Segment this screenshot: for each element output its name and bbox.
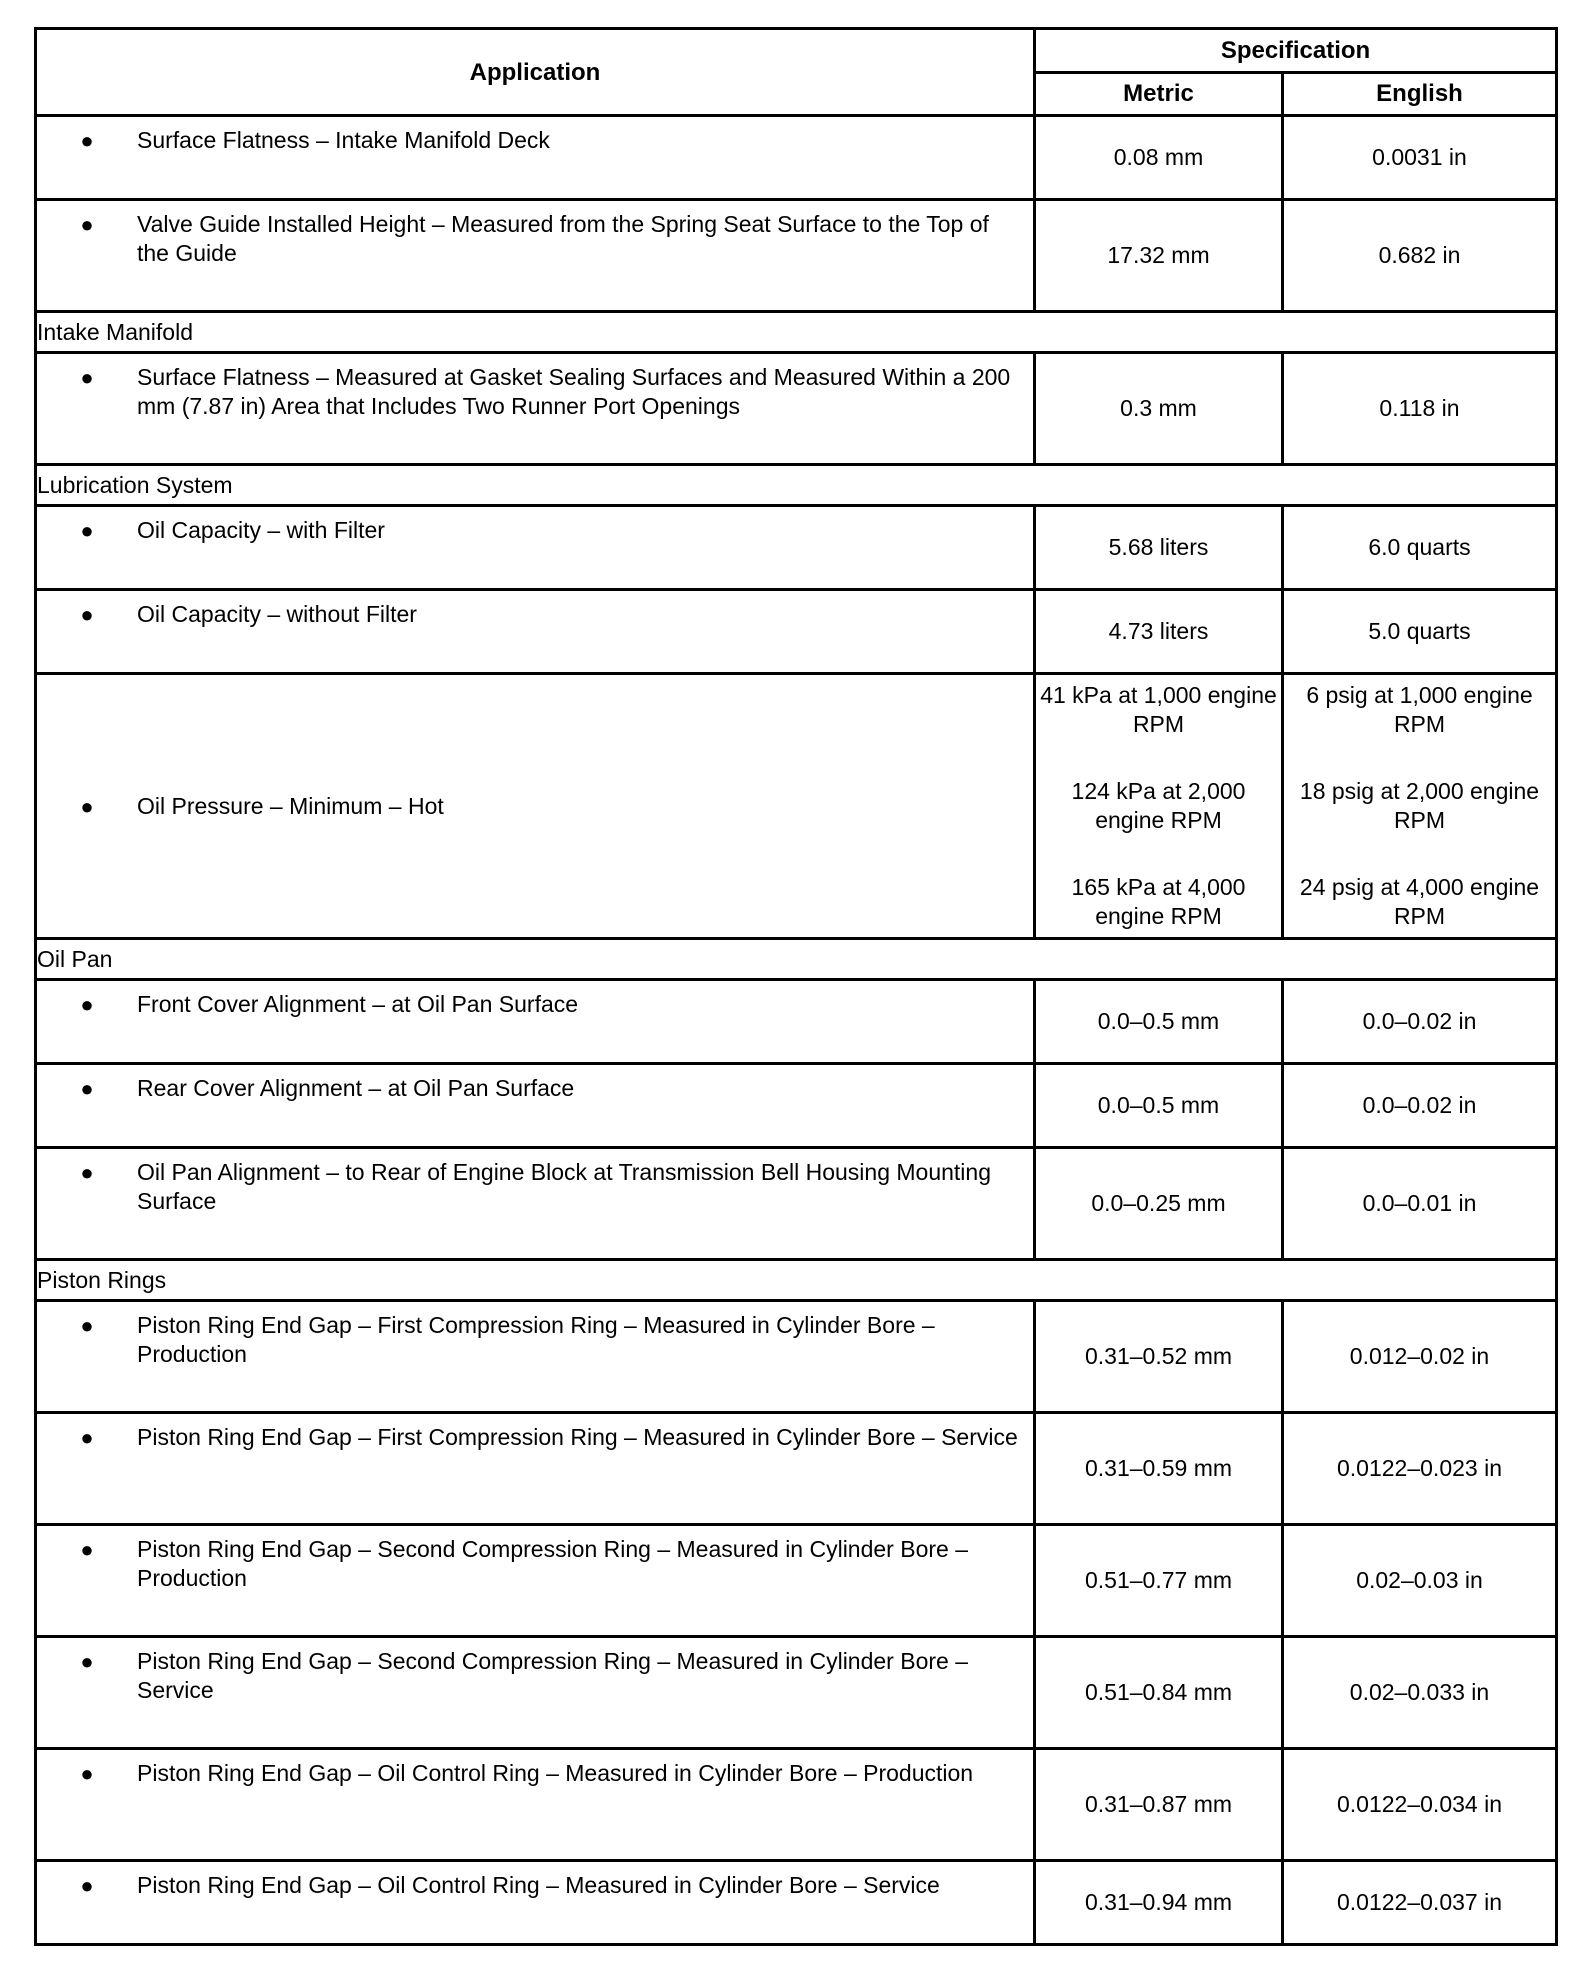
application-text: Oil Capacity – with Filter — [137, 517, 385, 543]
table-row — [36, 200, 1557, 312]
metric-value: 0.51–0.77 mm — [1035, 1525, 1283, 1637]
english-value: 0.0122–0.023 in — [1283, 1413, 1557, 1525]
table-row — [36, 1413, 1557, 1525]
bullet-icon: ● — [80, 212, 94, 237]
english-value: 0.012–0.02 in — [1283, 1301, 1557, 1413]
metric-value: 0.08 mm — [1035, 116, 1283, 200]
specification-header: Specification — [1035, 29, 1557, 73]
table-row — [36, 1301, 1557, 1413]
table-row — [36, 1064, 1557, 1148]
bullet-icon: ● — [80, 128, 94, 153]
table-row — [36, 674, 1557, 939]
english-value: 0.0031 in — [1283, 116, 1557, 200]
metric-header: Metric — [1035, 72, 1283, 116]
application-cell — [36, 1301, 1035, 1413]
english-value: 0.682 in — [1283, 200, 1557, 312]
application-text: Piston Ring End Gap – Second Compression Ring – Measured in Cylinder Bore – Service — [137, 1648, 968, 1703]
section-row — [36, 1260, 1557, 1301]
metric-value: 17.32 mm — [1035, 200, 1283, 312]
application-cell — [36, 506, 1035, 590]
section-title: Piston Rings — [36, 1260, 1557, 1301]
english-value: 0.118 in — [1283, 353, 1557, 465]
metric-value-line: 41 kPa at 1,000 engine RPM — [1040, 682, 1277, 737]
section-title: Intake Manifold — [36, 312, 1557, 353]
english-value: 0.0122–0.037 in — [1283, 1861, 1557, 1945]
application-cell — [36, 1413, 1035, 1525]
english-value: 0.0–0.02 in — [1283, 980, 1557, 1064]
table-row — [36, 1525, 1557, 1637]
table-row — [36, 1861, 1557, 1945]
metric-value: 0.31–0.87 mm — [1035, 1749, 1283, 1861]
english-value: 5.0 quarts — [1283, 590, 1557, 674]
metric-value: 0.31–0.59 mm — [1035, 1413, 1283, 1525]
english-value — [1283, 674, 1557, 939]
english-value: 0.0122–0.034 in — [1283, 1749, 1557, 1861]
bullet-icon: ● — [80, 793, 94, 819]
english-value-line: 24 psig at 4,000 engine RPM — [1299, 874, 1540, 929]
application-text: Oil Capacity – without Filter — [137, 601, 417, 627]
metric-value: 5.68 liters — [1035, 506, 1283, 590]
metric-value: 4.73 liters — [1035, 590, 1283, 674]
table-row — [36, 1749, 1557, 1861]
metric-value-line: 124 kPa at 2,000 engine RPM — [1071, 778, 1246, 833]
application-text: Oil Pan Alignment – to Rear of Engine Block at Transmission Bell Housing Mounting Surface — [137, 1159, 991, 1214]
application-text: Oil Pressure – Minimum – Hot — [137, 792, 444, 819]
bullet-icon: ● — [80, 1537, 94, 1562]
metric-value: 0.31–0.52 mm — [1035, 1301, 1283, 1413]
section-title: Oil Pan — [36, 939, 1557, 980]
metric-value: 0.0–0.25 mm — [1035, 1148, 1283, 1260]
section-title: Lubrication System — [36, 465, 1557, 506]
english-value: 0.02–0.033 in — [1283, 1637, 1557, 1749]
application-text: Piston Ring End Gap – Oil Control Ring – Measured in Cylinder Bore – Service — [137, 1872, 940, 1898]
table-row — [36, 590, 1557, 674]
english-value: 6.0 quarts — [1283, 506, 1557, 590]
english-value: 0.02–0.03 in — [1283, 1525, 1557, 1637]
application-cell — [36, 590, 1035, 674]
application-text: Front Cover Alignment – at Oil Pan Surface — [137, 991, 579, 1017]
bullet-icon: ● — [80, 1761, 94, 1786]
section-row — [36, 939, 1557, 980]
application-text: Piston Ring End Gap – First Compression Ring – Measured in Cylinder Bore – Service — [137, 1424, 1018, 1450]
metric-value: 0.31–0.94 mm — [1035, 1861, 1283, 1945]
table-row — [36, 116, 1557, 200]
application-cell — [36, 674, 1035, 939]
english-value-line: 6 psig at 1,000 engine RPM — [1306, 682, 1533, 737]
metric-value: 0.0–0.5 mm — [1035, 1064, 1283, 1148]
table-row — [36, 1148, 1557, 1260]
application-cell — [36, 1637, 1035, 1749]
application-text: Piston Ring End Gap – Oil Control Ring – Measured in Cylinder Bore – Production — [137, 1760, 974, 1786]
specification-table — [34, 27, 1558, 1946]
bullet-icon: ● — [80, 992, 94, 1017]
application-text: Piston Ring End Gap – First Compression Ring – Measured in Cylinder Bore – Production — [137, 1312, 935, 1367]
bullet-icon: ● — [80, 518, 94, 543]
section-row — [36, 465, 1557, 506]
application-text: Valve Guide Installed Height – Measured from the Spring Seat Surface to the Top of the Guide — [137, 211, 989, 266]
section-row — [36, 312, 1557, 353]
application-cell — [36, 1064, 1035, 1148]
application-cell — [36, 1861, 1035, 1945]
application-header: Application — [36, 29, 1035, 116]
bullet-icon: ● — [80, 365, 94, 390]
english-value: 0.0–0.01 in — [1283, 1148, 1557, 1260]
bullet-icon: ● — [80, 1425, 94, 1450]
application-cell — [36, 980, 1035, 1064]
application-cell — [36, 200, 1035, 312]
table-row — [36, 353, 1557, 465]
metric-value: 0.0–0.5 mm — [1035, 980, 1283, 1064]
application-text: Piston Ring End Gap – Second Compression Ring – Measured in Cylinder Bore – Production — [137, 1536, 968, 1591]
bullet-icon: ● — [80, 1076, 94, 1101]
bullet-icon: ● — [80, 1649, 94, 1674]
table-row — [36, 1637, 1557, 1749]
table-row — [36, 506, 1557, 590]
bullet-icon: ● — [80, 1313, 94, 1338]
english-header: English — [1283, 72, 1557, 116]
application-cell — [36, 353, 1035, 465]
application-cell — [36, 1148, 1035, 1260]
application-cell — [36, 116, 1035, 200]
metric-value: 0.3 mm — [1035, 353, 1283, 465]
bullet-icon: ● — [80, 1873, 94, 1898]
application-text: Surface Flatness – Measured at Gasket Sealing Surfaces and Measured Within a 200 mm (7.87 in) Area that Includes Two Runner Port Openings — [137, 364, 1011, 419]
metric-value — [1035, 674, 1283, 939]
application-cell — [36, 1749, 1035, 1861]
application-text: Rear Cover Alignment – at Oil Pan Surface — [137, 1075, 575, 1101]
english-value-line: 18 psig at 2,000 engine RPM — [1299, 778, 1540, 833]
metric-value-line: 165 kPa at 4,000 engine RPM — [1071, 874, 1246, 929]
bullet-icon: ● — [80, 1160, 94, 1185]
application-text: Surface Flatness – Intake Manifold Deck — [137, 127, 550, 153]
english-value: 0.0–0.02 in — [1283, 1064, 1557, 1148]
table-row — [36, 980, 1557, 1064]
bullet-icon: ● — [80, 602, 94, 627]
metric-value: 0.51–0.84 mm — [1035, 1637, 1283, 1749]
application-cell — [36, 1525, 1035, 1637]
